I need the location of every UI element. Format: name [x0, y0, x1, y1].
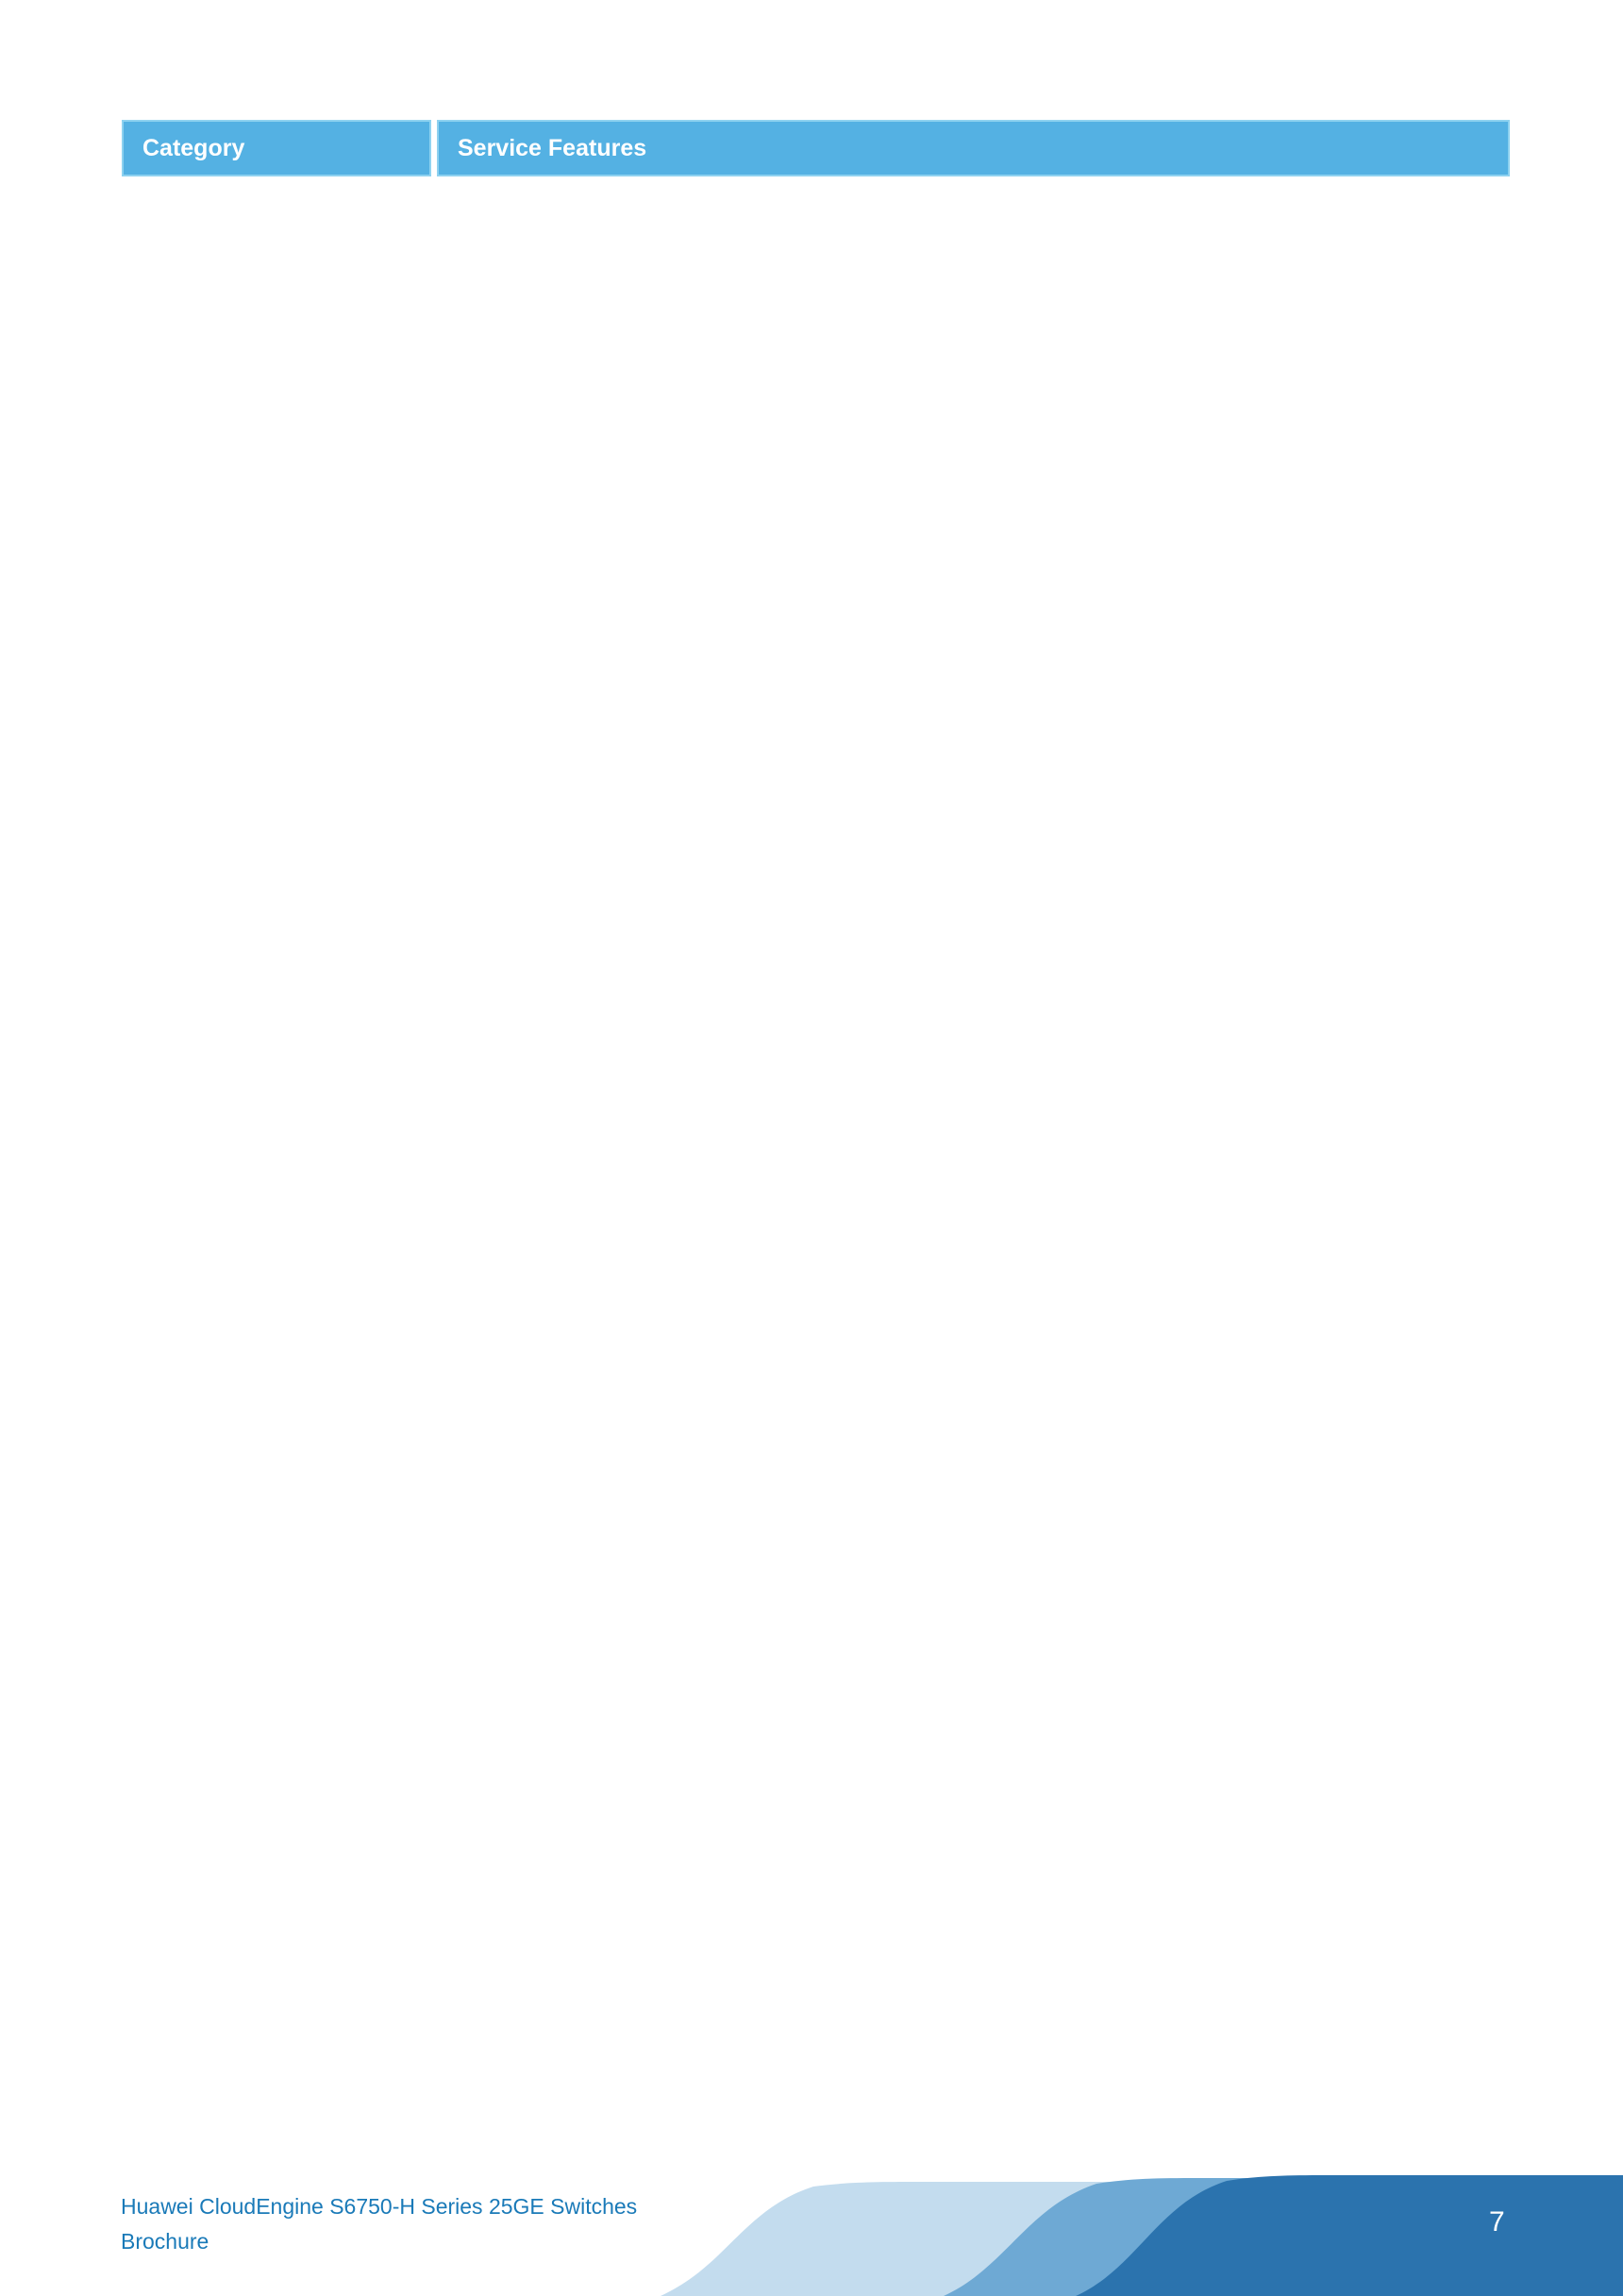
table-header-row — [122, 120, 1510, 176]
doc-title-line-2: Brochure — [121, 2229, 209, 2254]
column-header-category: Category — [122, 120, 431, 176]
column-header-service-features: Service Features — [437, 120, 1510, 176]
service-features-table — [116, 117, 1515, 179]
page-number: 7 — [1489, 2206, 1505, 2237]
footer-doc-title — [121, 2189, 637, 2259]
doc-title-line-1: Huawei CloudEngine S6750-H Series 25GE Switches — [121, 2194, 638, 2219]
